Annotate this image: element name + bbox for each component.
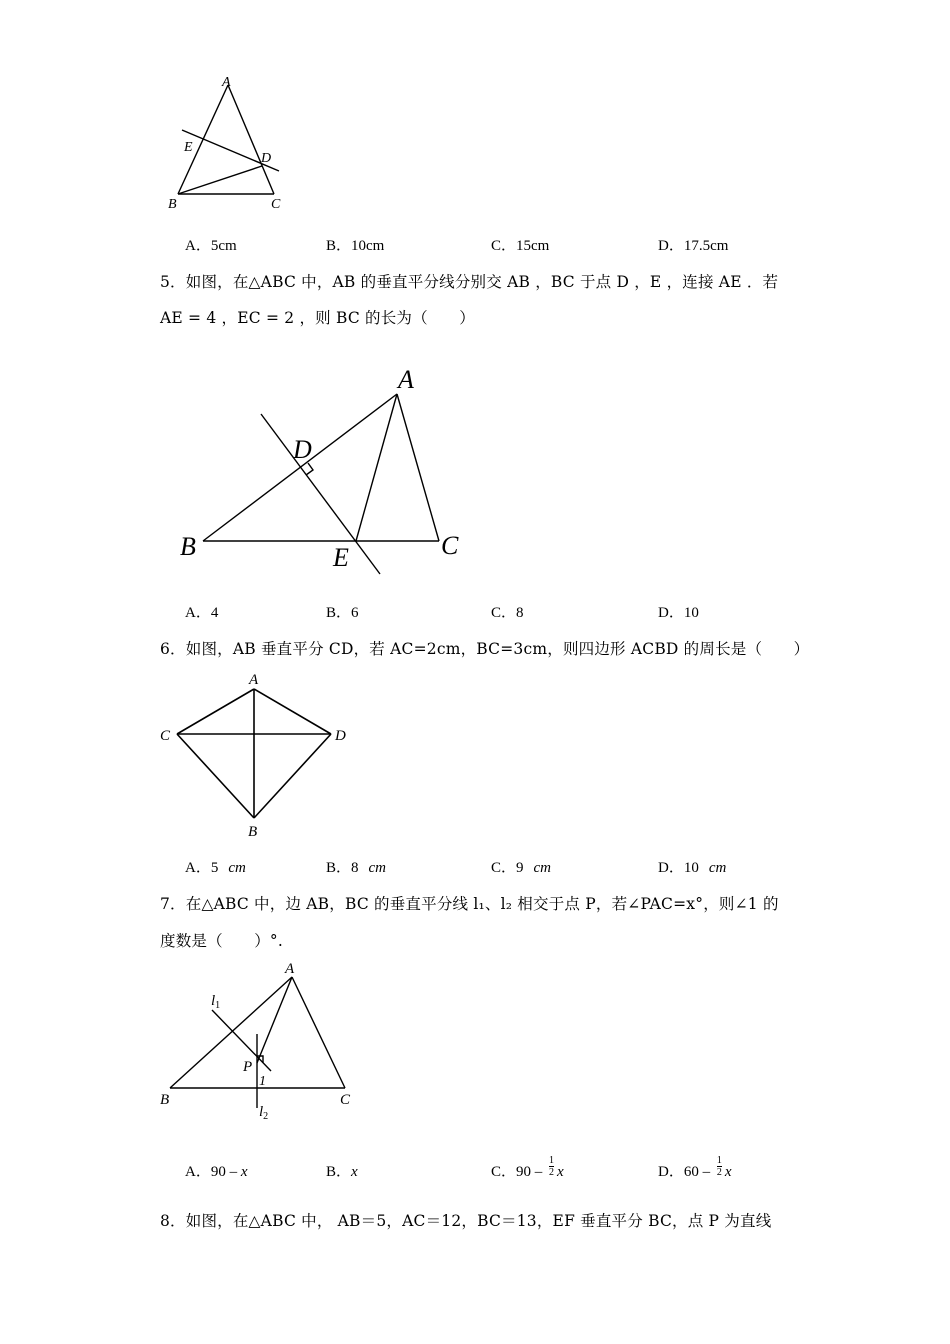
fig7-label-b: B — [160, 1092, 170, 1108]
q7-option-d-fraction — [717, 1155, 722, 1178]
q8-text: 8．如图，在△ABC 中， AB＝5，AC＝12，BC＝13，EF 垂直平分 BC，点 P 为直线 — [160, 1212, 772, 1230]
fig7-label-c: C — [340, 1092, 351, 1108]
q5-text-line2: AE = 4 ，EC = 2 ，则 BC 的长为（ ） — [160, 309, 475, 327]
fig5-label-b: B — [180, 532, 196, 561]
q6-option-a-prefix: A．5 — [185, 860, 219, 876]
q7-option-d[interactable] — [658, 1155, 732, 1184]
q7-option-a-var: x — [240, 1164, 248, 1180]
fig4-label-c: C — [271, 197, 281, 212]
q6-option-d-unit: cm — [708, 860, 727, 876]
fig5-label-c: C — [441, 531, 459, 560]
q7-option-c-var: x — [557, 1164, 564, 1180]
fig6-label-a: A — [249, 672, 259, 688]
fig6-label-b: B — [248, 824, 258, 840]
q7-option-d-var: x — [724, 1164, 732, 1180]
fig6-label-d: D — [335, 728, 346, 744]
q7-option-b[interactable] — [326, 1160, 358, 1181]
fig7-label-angle-1: 1 — [259, 1074, 266, 1089]
q5-option-b[interactable]: B．6 — [326, 605, 359, 621]
q7-option-c-fraction — [549, 1155, 554, 1178]
fig5-label-a: A — [398, 365, 414, 394]
fig5-label-d: D — [293, 435, 312, 464]
q6-option-b-prefix: B．8 — [326, 860, 359, 876]
q7-option-c[interactable] — [491, 1155, 564, 1184]
q7-option-b-var: x — [351, 1164, 358, 1180]
q4-option-a[interactable]: A．5cm — [185, 238, 237, 254]
q7-option-c-den: 2 — [549, 1167, 555, 1179]
q7-option-d-den: 2 — [716, 1167, 722, 1179]
q7-option-d-prefix: D．60 – — [658, 1164, 714, 1180]
fig4-label-d: D — [261, 151, 272, 166]
fig7-label-l2: $l_2$ — [259, 1104, 269, 1122]
q7-option-d-num: 1 — [716, 1155, 722, 1167]
fig6-label-c: C — [160, 728, 171, 744]
q5-text-line1: 5．如图，在△ABC 中，AB 的垂直平分线分别交 AB ，BC 于点 D ，E ，连接 AE ．若 — [160, 273, 779, 291]
q4-option-b[interactable]: B．10cm — [326, 238, 385, 254]
q5-option-c[interactable]: C．8 — [491, 605, 524, 621]
fig7-label-l1: $l_1$ — [211, 993, 221, 1011]
fig5-label-e: E — [333, 543, 349, 572]
q6-text: 6．如图，AB 垂直平分 CD，若 AC=2cm，BC=3cm，则四边形 ACBD 的周长是（ ） — [160, 640, 810, 658]
q5-option-a[interactable]: A．4 — [185, 605, 219, 621]
fig7-label-a: A — [285, 961, 295, 977]
q5-option-d[interactable]: D．10 — [658, 605, 699, 621]
q4-option-d[interactable]: D．17.5cm — [658, 238, 729, 254]
q6-option-b-unit: cm — [368, 860, 387, 876]
fig4-label-b: B — [168, 197, 177, 212]
q7-option-a-prefix: A．90 – — [185, 1164, 241, 1180]
q6-option-c-unit: cm — [533, 860, 552, 876]
fig4-label-e: E — [184, 140, 193, 155]
q7-text-line2: 度数是（ ）°. — [160, 932, 283, 950]
q7-option-c-prefix: C．90 – — [491, 1164, 547, 1180]
q7-option-b-prefix: B． — [326, 1164, 352, 1180]
q6-option-a-unit: cm — [228, 860, 246, 876]
q6-option-c-prefix: C．9 — [491, 860, 524, 876]
fig4-label-a: A — [222, 75, 231, 90]
q7-option-a[interactable] — [185, 1160, 248, 1181]
q7-text-line1: 7．在△ABC 中，边 AB，BC 的垂直平分线 l₁、l₂ 相交于点 P，若∠PAC=x°，则∠1 的 — [160, 895, 779, 913]
q7-option-c-num: 1 — [549, 1155, 555, 1167]
q4-option-c[interactable]: C．15cm — [491, 238, 550, 254]
fig7-label-p: P — [243, 1059, 253, 1075]
q6-option-d-prefix: D．10 — [658, 860, 699, 876]
